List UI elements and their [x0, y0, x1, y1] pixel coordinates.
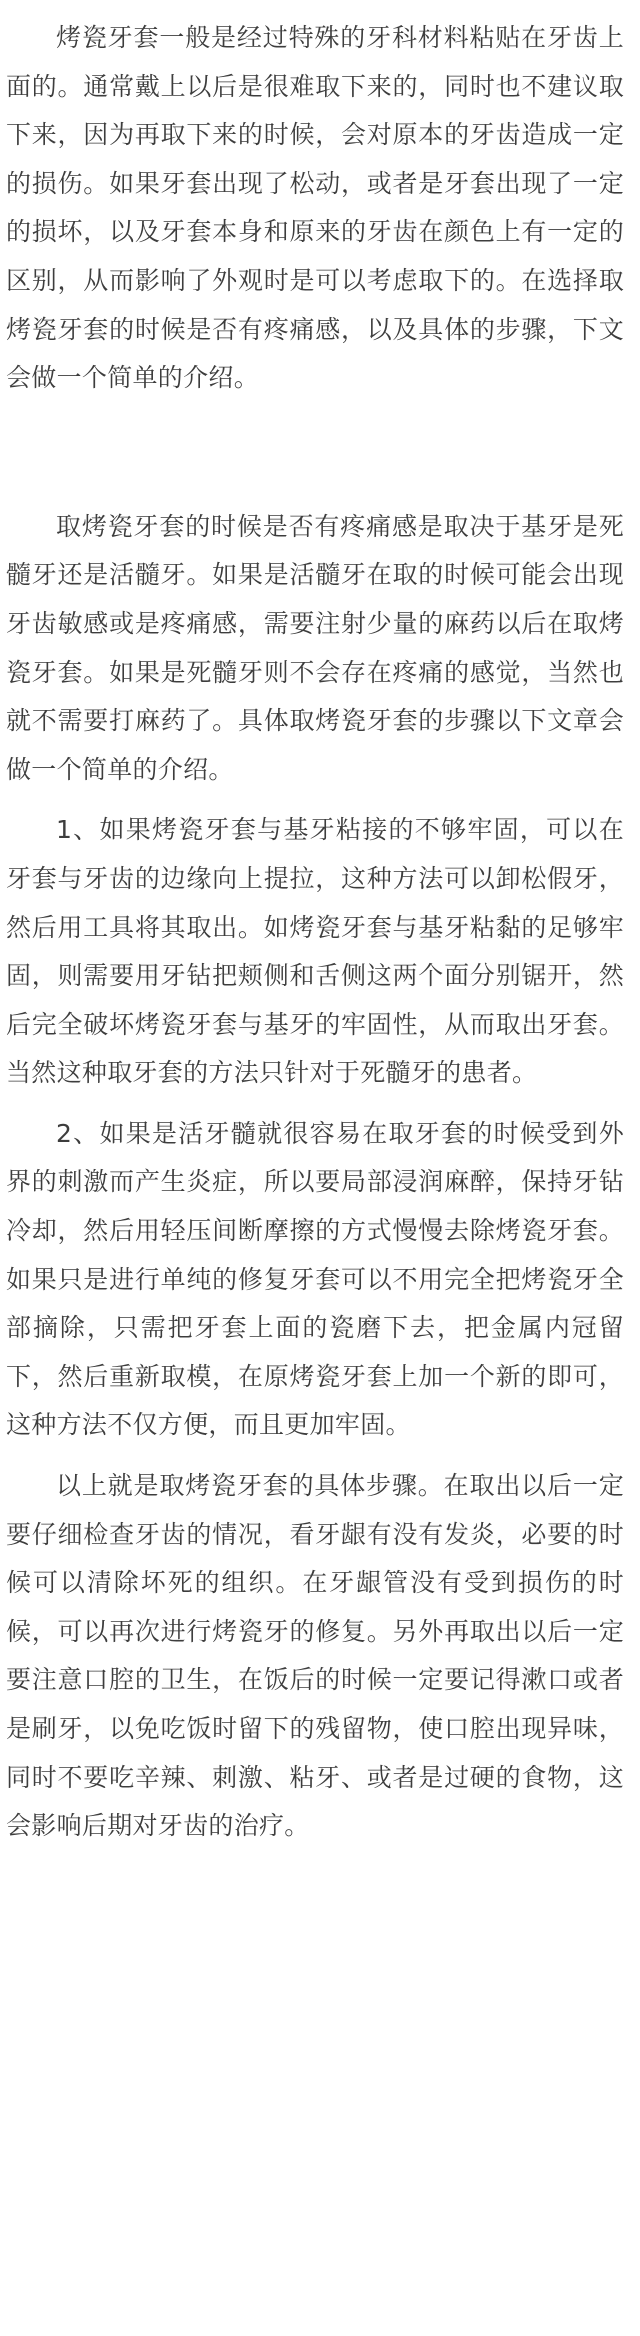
article-paragraph-conclusion: 以上就是取烤瓷牙套的具体步骤。在取出以后一定要仔细检查牙齿的情况，看牙龈有没有发炎，必要的时候可以清除坏死的组织。在牙龈管没有受到损伤的时候，可以再次进行烤瓷牙的修复。另外再取出以后一定要注意口腔的卫生，在饭后的时候一定要记得漱口或者是刷牙，以免吃饭时留下的残留物，使口腔出现异味，同时不要吃辛辣、刺激、粘牙、或者是过硬的食物，这会影响后期对牙齿的治疗。 — [6, 1471, 624, 1841]
article-paragraph-step-2: 2、如果是活牙髓就很容易在取牙套的时候受到外界的刺激而产生炎症，所以要局部浸润麻醉，保持牙钻冷却，然后用轻压间断摩擦的方式慢慢去除烤瓷牙套。如果只是进行单纯的修复牙套可以不用完全把烤瓷牙全部摘除，只需把牙套上面的瓷磨下去，把金属内冠留下，然后重新取模，在原烤瓷牙套上加一个新的即可，这种方法不仅方便，而且更加牢固。 — [6, 1118, 624, 1440]
article-paragraph-intro: 烤瓷牙套一般是经过特殊的牙科材料粘贴在牙齿上面的。通常戴上以后是很难取下来的，同时也不建议取下来，因为再取下来的时候，会对原本的牙齿造成一定的损伤。如果牙套出现了松动，或者是牙套出现了一定的损坏，以及牙套本身和原来的牙齿在颜色上有一定的区别，从而影响了外观时是可以考虑取下的。在选择取烤瓷牙套的时候是否有疼痛感，以及具体的步骤，下文会做一个简单的介绍。 — [6, 23, 624, 393]
article-paragraph-pain: 取烤瓷牙套的时候是否有疼痛感是取决于基牙是死髓牙还是活髓牙。如果是活髓牙在取的时候可能会出现牙齿敏感或是疼痛感，需要注射少量的麻药以后在取烤瓷牙套。如果是死髓牙则不会存在疼痛的感觉，当然也就不需要打麻药了。具体取烤瓷牙套的步骤以下文章会做一个简单的介绍。 — [6, 511, 624, 784]
article-paragraph-step-1: 1、如果烤瓷牙套与基牙粘接的不够牢固，可以在牙套与牙齿的边缘向上提拉，这种方法可以卸松假牙，然后用工具将其取出。如烤瓷牙套与基牙粘黏的足够牢固，则需要用牙钻把颊侧和舌侧这两个面分别锯开，然后完全破坏烤瓷牙套与基牙的牢固性，从而取出牙套。当然这种取牙套的方法只针对于死髓牙的患者。 — [6, 815, 624, 1088]
